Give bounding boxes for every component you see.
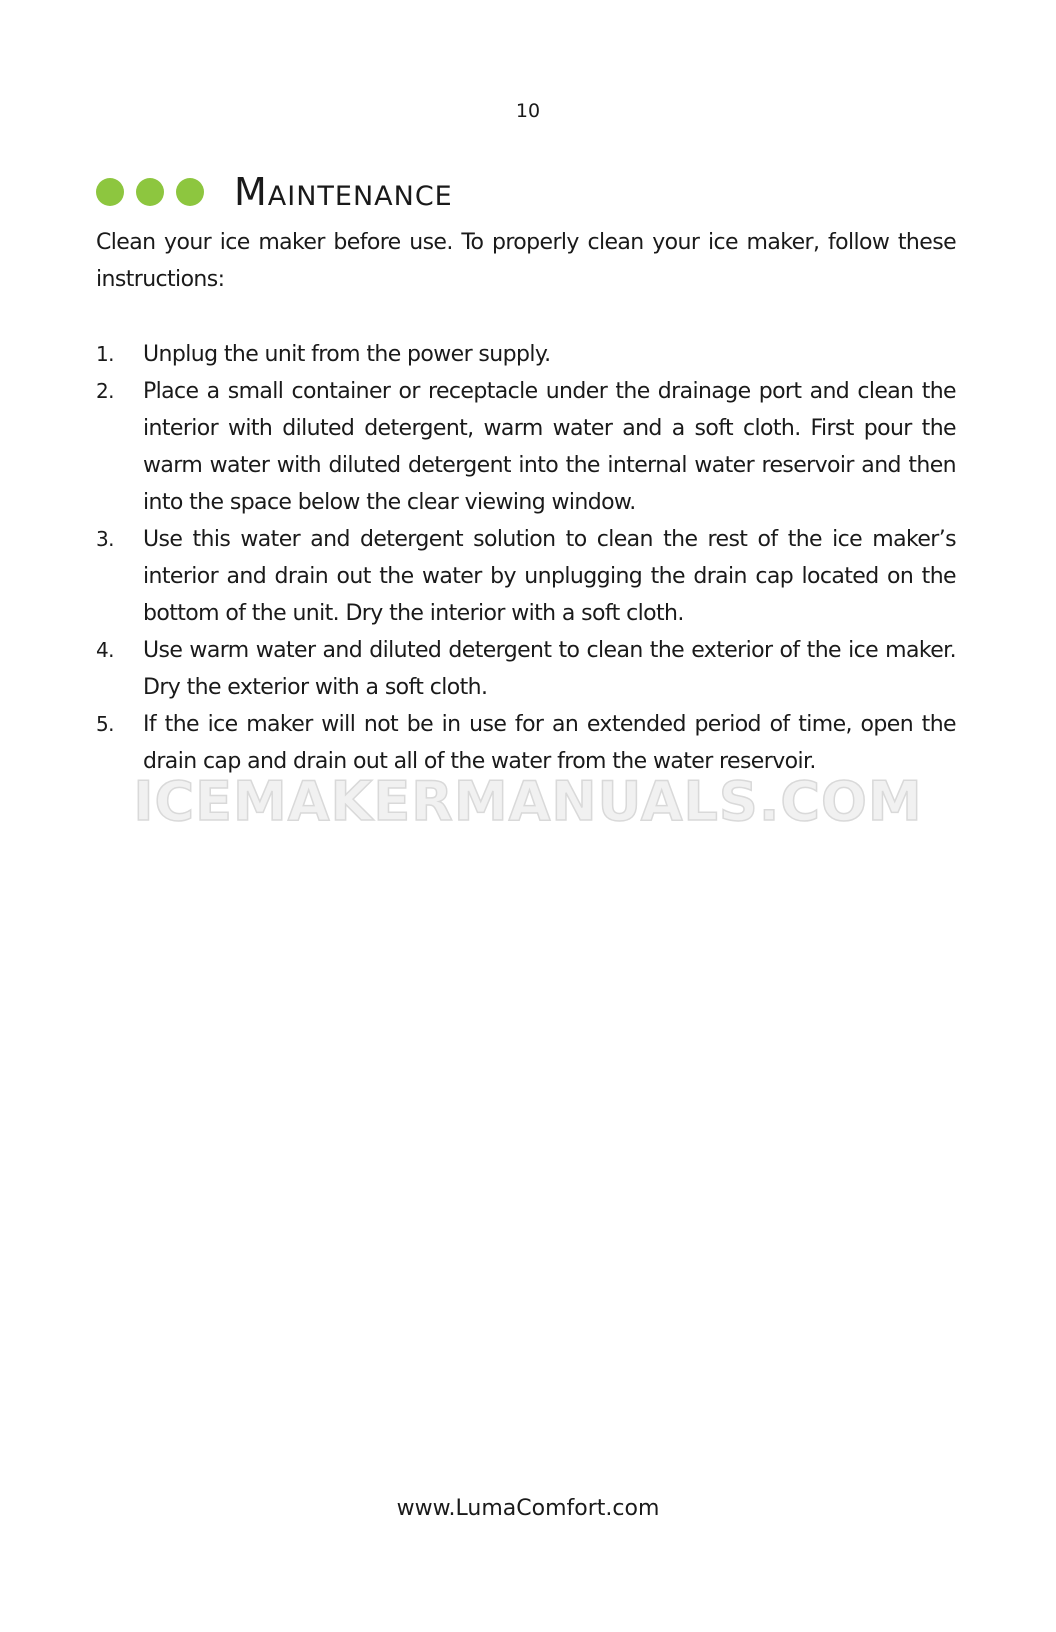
green-dot-icon xyxy=(96,178,124,206)
watermark: ICEMAKERMANUALS.COM xyxy=(133,770,923,833)
step-text: If the ice maker will not be in use for an extended period of time, open the drain cap and drain out all of the water from the water reservoir. xyxy=(143,712,956,774)
intro-paragraph: Clean your ice maker before use. To properly clean your ice maker, follow these instructions: xyxy=(96,230,956,292)
steps-list xyxy=(96,336,956,780)
list-item xyxy=(96,632,956,706)
step-number: 4. xyxy=(96,638,114,662)
section-title: Maintenance xyxy=(234,170,453,214)
section-heading xyxy=(96,164,453,220)
list-item xyxy=(96,336,956,373)
step-text: Use warm water and diluted detergent to clean the exterior of the ice maker. Dry the exterior with a soft cloth. xyxy=(143,638,956,700)
step-number: 5. xyxy=(96,712,114,736)
step-number: 2. xyxy=(96,379,114,403)
list-item xyxy=(96,706,956,780)
green-dot-icon xyxy=(176,178,204,206)
list-item xyxy=(96,373,956,521)
step-text: Place a small container or receptacle under the drainage port and clean the interior with diluted detergent, warm water and a soft cloth. First pour the warm water with diluted detergent into the internal water reservoir and then into the space below the clear viewing window. xyxy=(143,379,956,515)
step-number: 1. xyxy=(96,342,114,366)
heading-bullets xyxy=(96,178,204,206)
green-dot-icon xyxy=(136,178,164,206)
footer-url-link[interactable]: www.LumaComfort.com xyxy=(396,1496,660,1521)
list-item xyxy=(96,521,956,632)
step-text: Unplug the unit from the power supply. xyxy=(143,342,551,367)
page-number: 10 xyxy=(515,100,541,122)
step-number: 3. xyxy=(96,527,114,551)
step-text: Use this water and detergent solution to clean the rest of the ice maker’s interior and drain out the water by unplugging the drain cap located on the bottom of the unit. Dry the interior with a soft cloth. xyxy=(143,527,956,626)
